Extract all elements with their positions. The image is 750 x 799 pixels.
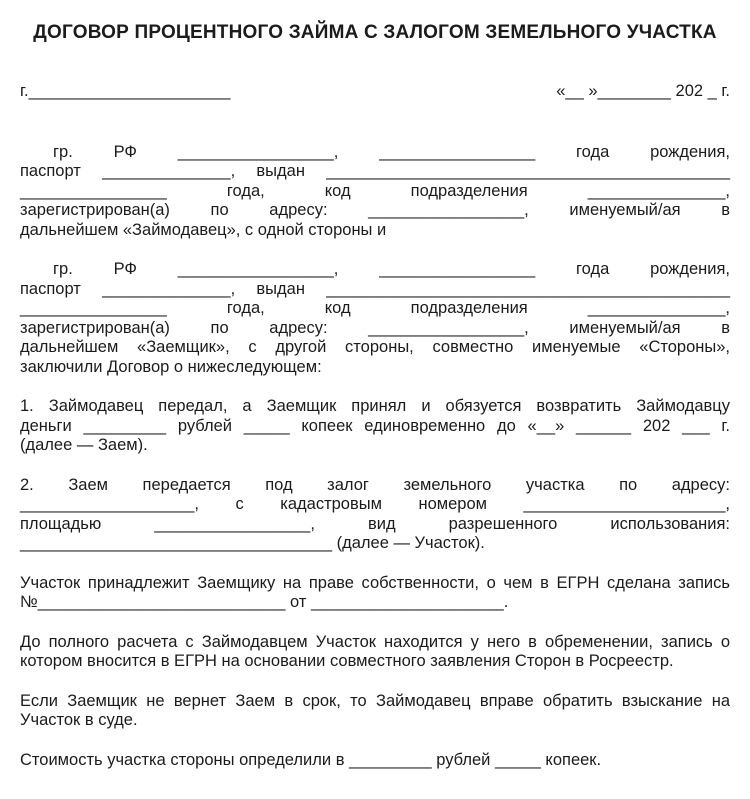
contract-line: 2. Заем передается под залог земельного участка по адресу: [20, 475, 730, 494]
contract-line: ________________ года, код подразделения _______________, [20, 181, 730, 200]
clause-2-collateral-plot [20, 476, 730, 554]
contract-line: __________________________________ (далее — Участок). [20, 534, 485, 552]
paragraph-default-enforcement [20, 692, 730, 731]
contract-line: Участок в суде. [20, 711, 138, 729]
contract-line: Если Заемщик не вернет Заем в срок, то Займодавец вправе обратить взыскание на [20, 691, 730, 710]
paragraph-borrower-details [20, 260, 730, 377]
contract-line: паспорт ______________, выдан ____________________________________________ [20, 162, 730, 180]
contract-line: ___________________, с кадастровым номером ______________________, [20, 495, 730, 513]
contract-line: паспорт ______________, выдан ____________________________________________ [20, 279, 730, 298]
date-blank-line: «__ »________ 202 _ г. [556, 82, 730, 100]
city-blank-line: г.______________________ [20, 82, 231, 100]
contract-line: Стоимость участка стороны определили в _________ рублей _____ копеек. [20, 750, 602, 769]
contract-line: Участок принадлежит Заемщику на праве собственности, о чем в ЕГРН сделана запись [20, 573, 730, 592]
contract-line: (далее — Заем). [20, 436, 148, 454]
paragraph-ownership-record [20, 574, 730, 613]
contract-line: котором вносится в ЕГРН на основании совместного заявления Сторон в Росреестр. [20, 652, 674, 670]
contract-line: площадью _________________, вид разрешенного использования: [20, 514, 730, 533]
paragraph-plot-value [20, 751, 730, 771]
header-row [20, 82, 730, 102]
contract-line: ________________ года, код подразделения _______________, [20, 299, 730, 317]
contract-line: деньги _________ рублей _____ копеек единовременно до «__» ______ 202 ___ г. [20, 416, 730, 435]
contract-line: 1. Займодавец передал, а Заемщик принял и обязуется возвратить Займодавцу [20, 397, 730, 415]
contract-line: №___________________________ от _____________________. [20, 593, 509, 611]
contract-line: заключили Договор о нижеследующем: [20, 357, 322, 376]
contract-line: гр. РФ _________________, _________________ года рождения, [53, 260, 730, 278]
contract-line: дальнейшем «Займодавец», с одной стороны и [20, 220, 387, 239]
contract-line: дальнейшем «Заемщик», с другой стороны, совместно именуемые «Стороны», [20, 338, 730, 356]
clause-1-loan-amount [20, 397, 730, 456]
document-title: ДОГОВОР ПРОЦЕНТНОГО ЗАЙМА С ЗАЛОГОМ ЗЕМЕЛЬНОГО УЧАСТКА [33, 22, 717, 43]
contract-line: зарегистрирован(а) по адресу: _________________, именуемый/ая в [20, 318, 730, 337]
paragraph-encumbrance [20, 633, 730, 672]
contract-line: До полного расчета с Займодавцем Участок находится у него в обременении, запись о [20, 632, 730, 651]
contract-line: зарегистрирован(а) по адресу: _________________, именуемый/ая в [20, 201, 730, 219]
contract-line: гр. РФ _________________, _________________ года рождения, [53, 142, 730, 161]
paragraph-lender-details [20, 143, 730, 241]
